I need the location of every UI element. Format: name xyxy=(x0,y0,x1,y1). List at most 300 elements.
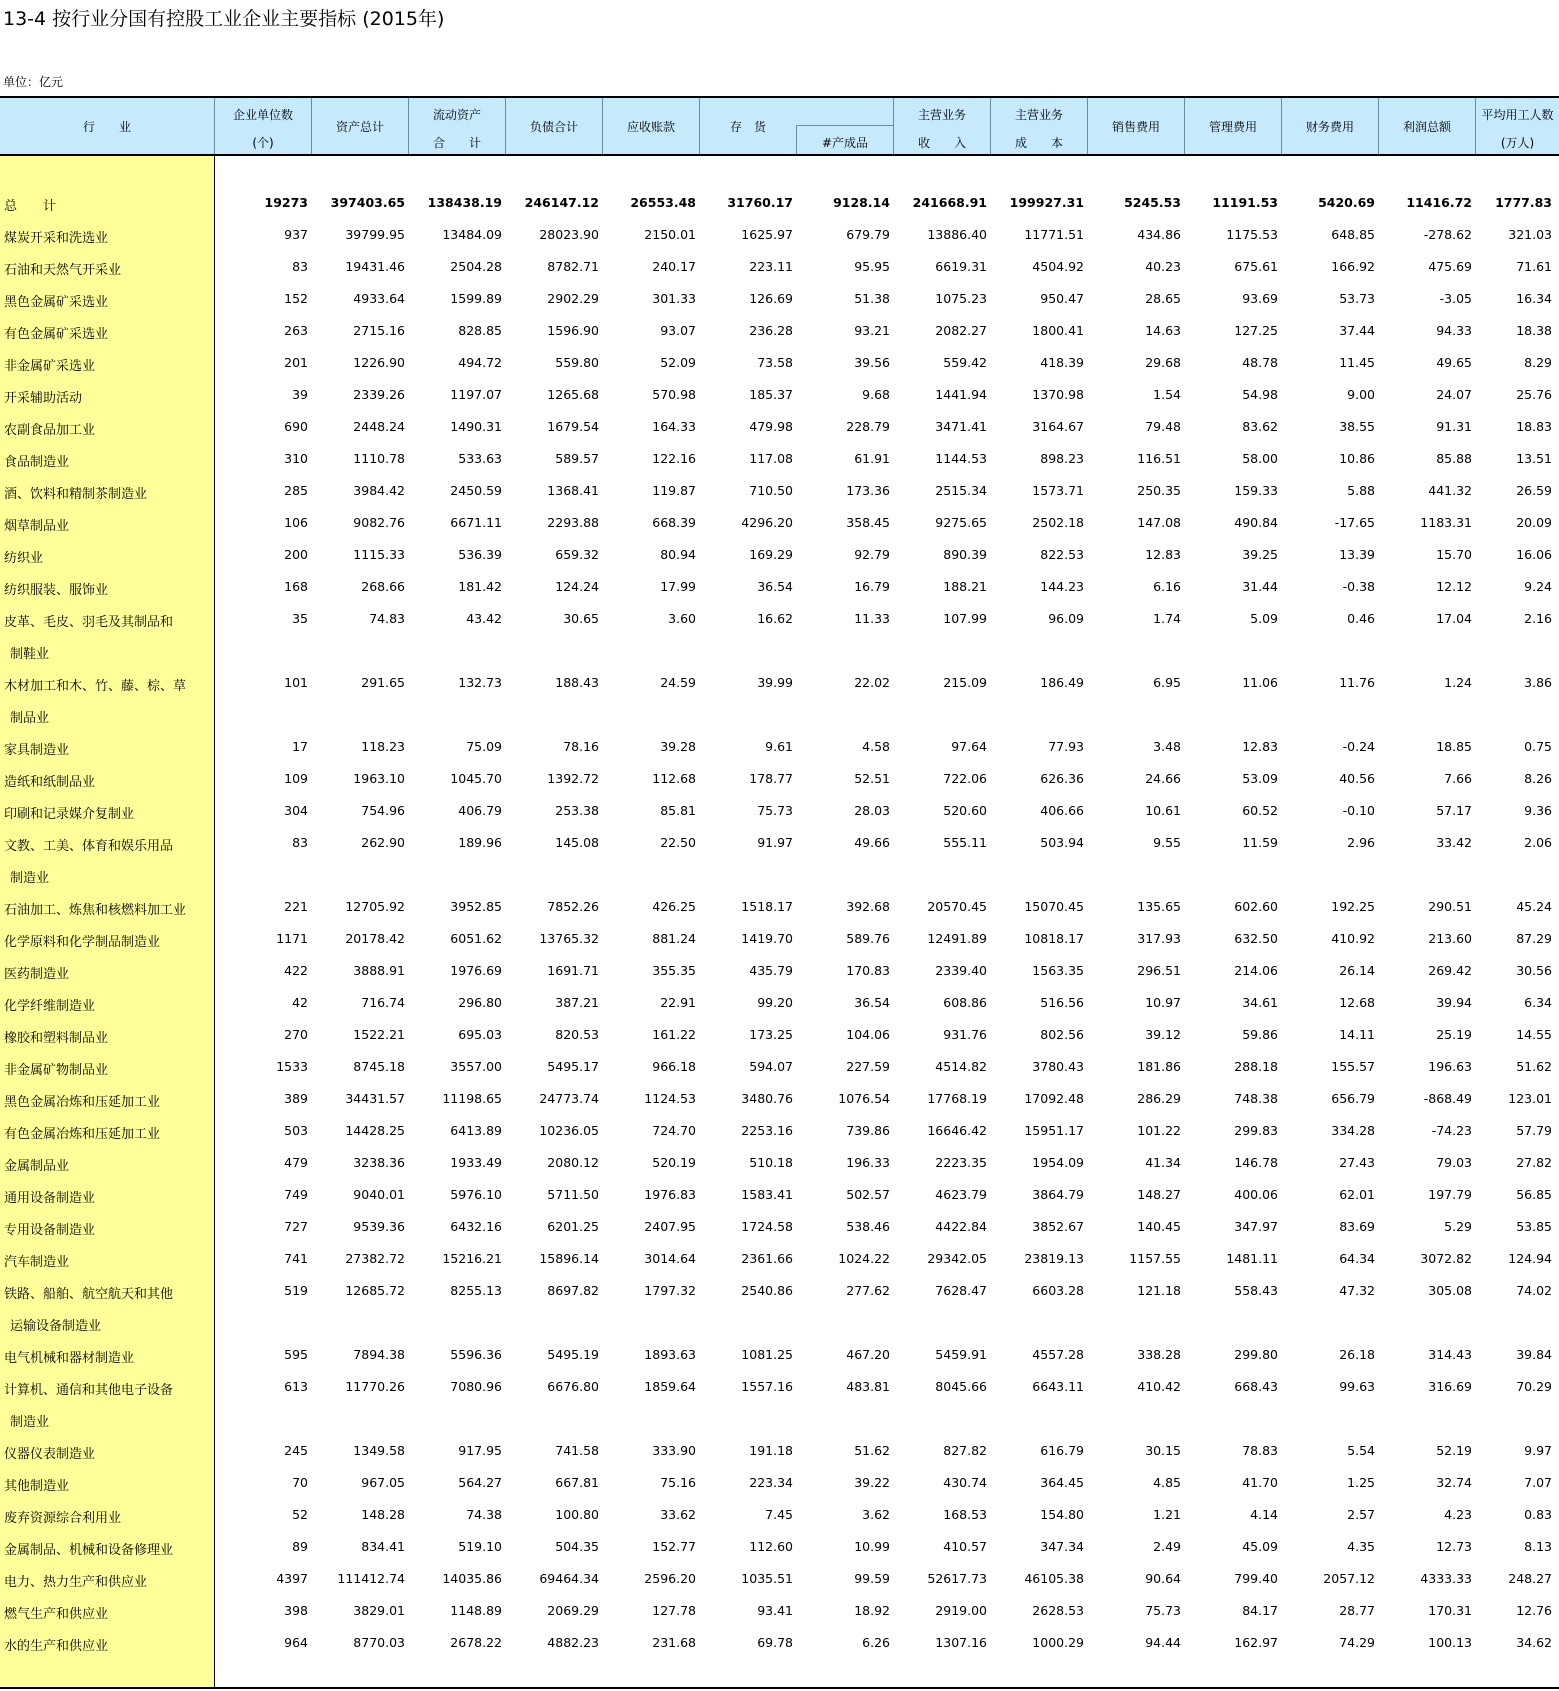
cell-liabilities: 246147.12 xyxy=(524,195,599,210)
cell-finance-expense: 47.32 xyxy=(1339,1283,1375,1298)
cell-profit: 4333.33 xyxy=(1420,1571,1472,1586)
industry-name: 酒、饮料和精制茶制造业 xyxy=(4,487,148,502)
cell-finished-goods: 277.62 xyxy=(846,1283,890,1298)
cell-profit: 85.88 xyxy=(1436,451,1472,466)
cell-finished-goods: 3.62 xyxy=(862,1507,890,1522)
cell-assets: 3238.36 xyxy=(353,1155,405,1170)
cell-workers: 248.27 xyxy=(1508,1571,1552,1586)
cell-units: 304 xyxy=(284,803,308,818)
cell-workers: 9.97 xyxy=(1524,1443,1552,1458)
table-row xyxy=(0,506,1559,538)
table-row xyxy=(0,378,1559,410)
cell-sales-expense: 101.22 xyxy=(1137,1123,1181,1138)
cell-current-assets: 15216.21 xyxy=(442,1251,502,1266)
cell-revenue: 722.06 xyxy=(943,771,987,786)
header-workers-bottom: (万人) xyxy=(1500,136,1535,150)
cell-current-assets: 2504.28 xyxy=(450,259,502,274)
cell-finance-expense: 26.14 xyxy=(1339,963,1375,978)
table-row xyxy=(0,730,1559,762)
table-row xyxy=(0,1178,1559,1210)
cell-units: 52 xyxy=(292,1507,308,1522)
cell-sales-expense: 75.73 xyxy=(1145,1603,1181,1618)
cell-profit: 441.32 xyxy=(1428,483,1472,498)
cell-assets: 1522.21 xyxy=(353,1027,405,1042)
cell-profit: 25.19 xyxy=(1436,1027,1472,1042)
table-row xyxy=(0,442,1559,474)
cell-finished-goods: 49.66 xyxy=(854,835,890,850)
cell-cost: 46105.38 xyxy=(1024,1571,1084,1586)
cell-current-assets: 11198.65 xyxy=(442,1091,502,1106)
cell-revenue: 4514.82 xyxy=(935,1059,987,1074)
cell-finished-goods: 92.79 xyxy=(854,547,890,562)
cell-receivables: 75.16 xyxy=(660,1475,696,1490)
cell-profit: 316.69 xyxy=(1428,1379,1472,1394)
table-row xyxy=(0,794,1559,826)
cell-sales-expense: 140.45 xyxy=(1137,1219,1181,1234)
cell-revenue: 5459.91 xyxy=(935,1347,987,1362)
cell-units: 519 xyxy=(284,1283,308,1298)
cell-workers: 39.84 xyxy=(1516,1347,1552,1362)
cell-assets: 11770.26 xyxy=(345,1379,405,1394)
cell-finance-expense: 13.39 xyxy=(1339,547,1375,562)
industry-name-continued: 制品业 xyxy=(10,711,50,726)
cell-finance-expense: 410.92 xyxy=(1331,931,1375,946)
cell-assets: 19431.46 xyxy=(345,259,405,274)
cell-liabilities: 659.32 xyxy=(555,547,599,562)
cell-workers: 25.76 xyxy=(1516,387,1552,402)
cell-revenue: 2082.27 xyxy=(935,323,987,338)
page-title: 13-4 按行业分国有控股工业企业主要指标 (2015年) xyxy=(3,8,445,30)
cell-units: 245 xyxy=(284,1443,308,1458)
cell-units: 398 xyxy=(284,1603,308,1618)
cell-cost: 4504.92 xyxy=(1032,259,1084,274)
cell-sales-expense: 410.42 xyxy=(1137,1379,1181,1394)
cell-current-assets: 6671.11 xyxy=(450,515,502,530)
cell-finance-expense: 9.00 xyxy=(1347,387,1375,402)
cell-units: 741 xyxy=(284,1251,308,1266)
cell-revenue: 168.53 xyxy=(943,1507,987,1522)
cell-current-assets: 43.42 xyxy=(466,611,502,626)
cell-mgmt-expense: 4.14 xyxy=(1250,1507,1278,1522)
cell-workers: 14.55 xyxy=(1516,1027,1552,1042)
cell-receivables: 1893.63 xyxy=(644,1347,696,1362)
cell-assets: 2339.26 xyxy=(353,387,405,402)
cell-units: 221 xyxy=(284,899,308,914)
cell-sales-expense: 116.51 xyxy=(1137,451,1181,466)
cell-current-assets: 6432.16 xyxy=(450,1219,502,1234)
cell-receivables: 93.07 xyxy=(660,323,696,338)
table-bottom-rule xyxy=(0,1687,1559,1689)
cell-assets: 39799.95 xyxy=(345,227,405,242)
cell-revenue: 410.57 xyxy=(943,1539,987,1554)
cell-current-assets: 536.39 xyxy=(458,547,502,562)
cell-mgmt-expense: 675.61 xyxy=(1234,259,1278,274)
cell-revenue: 1441.94 xyxy=(935,387,987,402)
industry-name: 纺织服装、服饰业 xyxy=(4,583,109,598)
cell-sales-expense: 147.08 xyxy=(1137,515,1181,530)
cell-profit: 79.03 xyxy=(1436,1155,1472,1170)
cell-sales-expense: 1.54 xyxy=(1153,387,1181,402)
cell-workers: 18.38 xyxy=(1516,323,1552,338)
cell-finance-expense: 12.68 xyxy=(1339,995,1375,1010)
cell-inventory: 2361.66 xyxy=(741,1251,793,1266)
cell-finance-expense: -0.24 xyxy=(1342,739,1375,754)
header-units-top: 企业单位数 xyxy=(232,108,293,122)
cell-sales-expense: 94.44 xyxy=(1145,1635,1181,1650)
cell-inventory: 1518.17 xyxy=(741,899,793,914)
cell-liabilities: 253.38 xyxy=(555,803,599,818)
cell-assets: 27382.72 xyxy=(345,1251,405,1266)
cell-assets: 967.05 xyxy=(361,1475,405,1490)
cell-liabilities: 589.57 xyxy=(555,451,599,466)
cell-units: 964 xyxy=(284,1635,308,1650)
cell-sales-expense: 10.61 xyxy=(1145,803,1181,818)
cell-profit: 94.33 xyxy=(1436,323,1472,338)
cell-workers: 0.83 xyxy=(1524,1507,1552,1522)
cell-profit: -278.62 xyxy=(1423,227,1472,242)
cell-finished-goods: 196.33 xyxy=(846,1155,890,1170)
industry-name-continued: 制造业 xyxy=(10,871,50,886)
cell-revenue: 52617.73 xyxy=(927,1571,987,1586)
industry-name: 金属制品业 xyxy=(4,1159,70,1174)
header-current-bottom: 合 计 xyxy=(432,136,481,150)
cell-inventory: 178.77 xyxy=(749,771,793,786)
industry-name: 开采辅助活动 xyxy=(4,391,83,406)
cell-profit: 91.31 xyxy=(1436,419,1472,434)
cell-mgmt-expense: 45.09 xyxy=(1242,1539,1278,1554)
cell-finance-expense: 656.79 xyxy=(1331,1091,1375,1106)
cell-workers: 27.82 xyxy=(1516,1155,1552,1170)
cell-current-assets: 1148.89 xyxy=(450,1603,502,1618)
cell-sales-expense: 14.63 xyxy=(1145,323,1181,338)
cell-profit: -74.23 xyxy=(1431,1123,1472,1138)
cell-cost: 4557.28 xyxy=(1032,1347,1084,1362)
cell-mgmt-expense: 39.25 xyxy=(1242,547,1278,562)
table-row xyxy=(0,1210,1559,1242)
cell-revenue: 188.21 xyxy=(943,579,987,594)
cell-liabilities: 4882.23 xyxy=(547,1635,599,1650)
cell-receivables: 26553.48 xyxy=(630,195,696,210)
cell-profit: 39.94 xyxy=(1436,995,1472,1010)
cell-inventory: 36.54 xyxy=(757,579,793,594)
cell-revenue: 827.82 xyxy=(943,1443,987,1458)
cell-units: 42 xyxy=(292,995,308,1010)
cell-revenue: 215.09 xyxy=(943,675,987,690)
cell-revenue: 8045.66 xyxy=(935,1379,987,1394)
cell-current-assets: 181.42 xyxy=(458,579,502,594)
cell-receivables: 85.81 xyxy=(660,803,696,818)
cell-liabilities: 5711.50 xyxy=(547,1187,599,1202)
cell-assets: 2448.24 xyxy=(353,419,405,434)
cell-sales-expense: 3.48 xyxy=(1153,739,1181,754)
table-row xyxy=(0,1082,1559,1114)
industry-name: 医药制造业 xyxy=(4,967,70,982)
cell-finance-expense: 10.86 xyxy=(1339,451,1375,466)
industry-name: 燃气生产和供应业 xyxy=(4,1607,109,1622)
cell-inventory: 69.78 xyxy=(757,1635,793,1650)
cell-receivables: 22.50 xyxy=(660,835,696,850)
table-row xyxy=(0,922,1559,954)
cell-units: 613 xyxy=(284,1379,308,1394)
cell-cost: 2502.18 xyxy=(1032,515,1084,530)
cell-revenue: 2515.34 xyxy=(935,483,987,498)
cell-workers: 8.26 xyxy=(1524,771,1552,786)
cell-sales-expense: 2.49 xyxy=(1153,1539,1181,1554)
cell-revenue: 4422.84 xyxy=(935,1219,987,1234)
cell-mgmt-expense: 347.97 xyxy=(1234,1219,1278,1234)
cell-mgmt-expense: 400.06 xyxy=(1234,1187,1278,1202)
cell-workers: 16.06 xyxy=(1516,547,1552,562)
cell-finished-goods: 16.79 xyxy=(854,579,890,594)
cell-liabilities: 5495.17 xyxy=(547,1059,599,1074)
cell-cost: 2628.53 xyxy=(1032,1603,1084,1618)
cell-assets: 1110.78 xyxy=(353,451,405,466)
cell-revenue: 559.42 xyxy=(943,355,987,370)
cell-receivables: 355.35 xyxy=(652,963,696,978)
cell-finished-goods: 502.57 xyxy=(846,1187,890,1202)
cell-finance-expense: 27.43 xyxy=(1339,1155,1375,1170)
industry-name: 化学纤维制造业 xyxy=(4,999,96,1014)
cell-finance-expense: 83.69 xyxy=(1339,1219,1375,1234)
table-row xyxy=(0,218,1559,250)
cell-units: 17 xyxy=(292,739,308,754)
cell-units: 168 xyxy=(284,579,308,594)
industry-name: 木材加工和木、竹、藤、棕、草 xyxy=(4,679,187,694)
cell-mgmt-expense: 59.86 xyxy=(1242,1027,1278,1042)
cell-sales-expense: 148.27 xyxy=(1137,1187,1181,1202)
cell-finance-expense: 26.18 xyxy=(1339,1347,1375,1362)
cell-inventory: 223.34 xyxy=(749,1475,793,1490)
cell-assets: 74.83 xyxy=(369,611,405,626)
cell-assets: 1963.10 xyxy=(353,771,405,786)
cell-mgmt-expense: 54.98 xyxy=(1242,387,1278,402)
cell-profit: 7.66 xyxy=(1444,771,1472,786)
cell-liabilities: 100.80 xyxy=(555,1507,599,1522)
cell-finished-goods: 1076.54 xyxy=(838,1091,890,1106)
cell-workers: 34.62 xyxy=(1516,1635,1552,1650)
cell-current-assets: 14035.86 xyxy=(442,1571,502,1586)
cell-current-assets: 406.79 xyxy=(458,803,502,818)
cell-liabilities: 2069.29 xyxy=(547,1603,599,1618)
cell-profit: 196.63 xyxy=(1428,1059,1472,1074)
cell-inventory: 1035.51 xyxy=(741,1571,793,1586)
cell-liabilities: 10236.05 xyxy=(539,1123,599,1138)
cell-receivables: 240.17 xyxy=(652,259,696,274)
cell-liabilities: 78.16 xyxy=(563,739,599,754)
cell-cost: 1573.71 xyxy=(1032,483,1084,498)
cell-mgmt-expense: 84.17 xyxy=(1242,1603,1278,1618)
cell-cost: 10818.17 xyxy=(1024,931,1084,946)
industry-name: 橡胶和塑料制品业 xyxy=(4,1031,109,1046)
cell-cost: 15070.45 xyxy=(1024,899,1084,914)
cell-profit: 24.07 xyxy=(1436,387,1472,402)
cell-profit: -3.05 xyxy=(1439,291,1472,306)
cell-cost: 1954.09 xyxy=(1032,1155,1084,1170)
cell-profit: 314.43 xyxy=(1428,1347,1472,1362)
cell-profit: 5.29 xyxy=(1444,1219,1472,1234)
cell-assets: 291.65 xyxy=(361,675,405,690)
cell-finished-goods: 10.99 xyxy=(854,1539,890,1554)
cell-receivables: 22.91 xyxy=(660,995,696,1010)
cell-assets: 7894.38 xyxy=(353,1347,405,1362)
cell-units: 70 xyxy=(292,1475,308,1490)
cell-inventory: 99.20 xyxy=(757,995,793,1010)
cell-profit: 4.23 xyxy=(1444,1507,1472,1522)
cell-revenue: 890.39 xyxy=(943,547,987,562)
cell-units: 749 xyxy=(284,1187,308,1202)
cell-liabilities: 667.81 xyxy=(555,1475,599,1490)
cell-units: 4397 xyxy=(276,1571,308,1586)
cell-profit: 33.42 xyxy=(1436,835,1472,850)
cell-liabilities: 7852.26 xyxy=(547,899,599,914)
cell-mgmt-expense: 78.83 xyxy=(1242,1443,1278,1458)
cell-workers: 70.29 xyxy=(1516,1379,1552,1394)
cell-cost: 406.66 xyxy=(1040,803,1084,818)
cell-profit: 197.79 xyxy=(1428,1187,1472,1202)
cell-finance-expense: 11.45 xyxy=(1339,355,1375,370)
cell-inventory: 435.79 xyxy=(749,963,793,978)
cell-revenue: 97.64 xyxy=(951,739,987,754)
cell-revenue: 6619.31 xyxy=(935,259,987,274)
cell-cost: 6643.11 xyxy=(1032,1379,1084,1394)
cell-finished-goods: 51.62 xyxy=(854,1443,890,1458)
table-row xyxy=(0,410,1559,442)
cell-workers: 124.94 xyxy=(1508,1251,1552,1266)
table-row xyxy=(0,954,1559,986)
cell-inventory: 1557.16 xyxy=(741,1379,793,1394)
cell-current-assets: 5976.10 xyxy=(450,1187,502,1202)
cell-cost: 898.23 xyxy=(1040,451,1084,466)
header-workers-top: 平均用工人数 xyxy=(1481,108,1554,122)
cell-cost: 347.34 xyxy=(1040,1539,1084,1554)
cell-current-assets: 494.72 xyxy=(458,355,502,370)
cell-profit: 100.13 xyxy=(1428,1635,1472,1650)
cell-sales-expense: 12.83 xyxy=(1145,547,1181,562)
cell-profit: -868.49 xyxy=(1423,1091,1472,1106)
industry-name: 煤炭开采和洗选业 xyxy=(4,231,109,246)
cell-finance-expense: 64.34 xyxy=(1339,1251,1375,1266)
cell-finance-expense: 648.85 xyxy=(1331,227,1375,242)
table-row xyxy=(0,474,1559,506)
cell-assets: 12685.72 xyxy=(345,1283,405,1298)
industry-name: 总 计 xyxy=(4,199,57,214)
cell-cost: 950.47 xyxy=(1040,291,1084,306)
cell-finance-expense: 2057.12 xyxy=(1323,1571,1375,1586)
cell-current-assets: 5596.36 xyxy=(450,1347,502,1362)
cell-mgmt-expense: 41.70 xyxy=(1242,1475,1278,1490)
table-row xyxy=(0,282,1559,314)
table-row xyxy=(0,1146,1559,1178)
cell-current-assets: 138438.19 xyxy=(427,195,502,210)
cell-revenue: 1075.23 xyxy=(935,291,987,306)
cell-mgmt-expense: 11.06 xyxy=(1242,675,1278,690)
cell-receivables: 164.33 xyxy=(652,419,696,434)
cell-sales-expense: 5245.53 xyxy=(1124,195,1181,210)
cell-units: 422 xyxy=(284,963,308,978)
cell-inventory: 4296.20 xyxy=(741,515,793,530)
cell-liabilities: 145.08 xyxy=(555,835,599,850)
cell-profit: 32.74 xyxy=(1436,1475,1472,1490)
cell-inventory: 9.61 xyxy=(765,739,793,754)
cell-liabilities: 504.35 xyxy=(555,1539,599,1554)
cell-revenue: 1144.53 xyxy=(935,451,987,466)
cell-cost: 144.23 xyxy=(1040,579,1084,594)
cell-inventory: 173.25 xyxy=(749,1027,793,1042)
cell-assets: 8770.03 xyxy=(353,1635,405,1650)
cell-cost: 1563.35 xyxy=(1032,963,1084,978)
cell-current-assets: 3557.00 xyxy=(450,1059,502,1074)
cell-liabilities: 15896.14 xyxy=(539,1251,599,1266)
cell-inventory: 191.18 xyxy=(749,1443,793,1458)
cell-finance-expense: 62.01 xyxy=(1339,1187,1375,1202)
table-row xyxy=(0,602,1559,662)
cell-units: 270 xyxy=(284,1027,308,1042)
cell-assets: 397403.65 xyxy=(330,195,405,210)
cell-revenue: 4623.79 xyxy=(935,1187,987,1202)
cell-finished-goods: 6.26 xyxy=(862,1635,890,1650)
cell-finance-expense: 99.63 xyxy=(1339,1379,1375,1394)
cell-sales-expense: 250.35 xyxy=(1137,483,1181,498)
cell-liabilities: 1679.54 xyxy=(547,419,599,434)
cell-cost: 3852.67 xyxy=(1032,1219,1084,1234)
cell-current-assets: 828.85 xyxy=(458,323,502,338)
cell-units: 595 xyxy=(284,1347,308,1362)
cell-finished-goods: 51.38 xyxy=(854,291,890,306)
cell-units: 19273 xyxy=(264,195,308,210)
cell-workers: 20.09 xyxy=(1516,515,1552,530)
cell-mgmt-expense: 146.78 xyxy=(1234,1155,1278,1170)
cell-units: 200 xyxy=(284,547,308,562)
cell-finance-expense: 37.44 xyxy=(1339,323,1375,338)
cell-finished-goods: 11.33 xyxy=(854,611,890,626)
cell-sales-expense: 121.18 xyxy=(1137,1283,1181,1298)
cell-revenue: 12491.89 xyxy=(927,931,987,946)
cell-cost: 96.09 xyxy=(1048,611,1084,626)
cell-liabilities: 559.80 xyxy=(555,355,599,370)
cell-workers: 12.76 xyxy=(1516,1603,1552,1618)
table-row xyxy=(0,666,1559,726)
cell-cost: 23819.13 xyxy=(1024,1251,1084,1266)
cell-sales-expense: 1157.55 xyxy=(1129,1251,1181,1266)
cell-sales-expense: 39.12 xyxy=(1145,1027,1181,1042)
cell-mgmt-expense: 5.09 xyxy=(1250,611,1278,626)
cell-sales-expense: 296.51 xyxy=(1137,963,1181,978)
cell-assets: 754.96 xyxy=(361,803,405,818)
cell-liabilities: 1265.68 xyxy=(547,387,599,402)
industry-name: 金属制品、机械和设备修理业 xyxy=(4,1543,174,1558)
cell-workers: 7.07 xyxy=(1524,1475,1552,1490)
industry-name: 非金属矿物制品业 xyxy=(4,1063,109,1078)
cell-profit: 12.73 xyxy=(1436,1539,1472,1554)
cell-units: 1171 xyxy=(276,931,308,946)
cell-receivables: 17.99 xyxy=(660,579,696,594)
cell-workers: 18.83 xyxy=(1516,419,1552,434)
cell-finance-expense: 0.46 xyxy=(1347,611,1375,626)
cell-revenue: 17768.19 xyxy=(927,1091,987,1106)
cell-assets: 34431.57 xyxy=(345,1091,405,1106)
industry-name: 黑色金属矿采选业 xyxy=(4,295,109,310)
cell-mgmt-expense: 93.69 xyxy=(1242,291,1278,306)
table-row xyxy=(0,538,1559,570)
cell-liabilities: 69464.34 xyxy=(539,1571,599,1586)
cell-inventory: 236.28 xyxy=(749,323,793,338)
cell-receivables: 2407.95 xyxy=(644,1219,696,1234)
cell-units: 106 xyxy=(284,515,308,530)
cell-mgmt-expense: 299.83 xyxy=(1234,1123,1278,1138)
industry-name: 汽车制造业 xyxy=(4,1255,70,1270)
cell-finished-goods: 227.59 xyxy=(846,1059,890,1074)
cell-current-assets: 296.80 xyxy=(458,995,502,1010)
